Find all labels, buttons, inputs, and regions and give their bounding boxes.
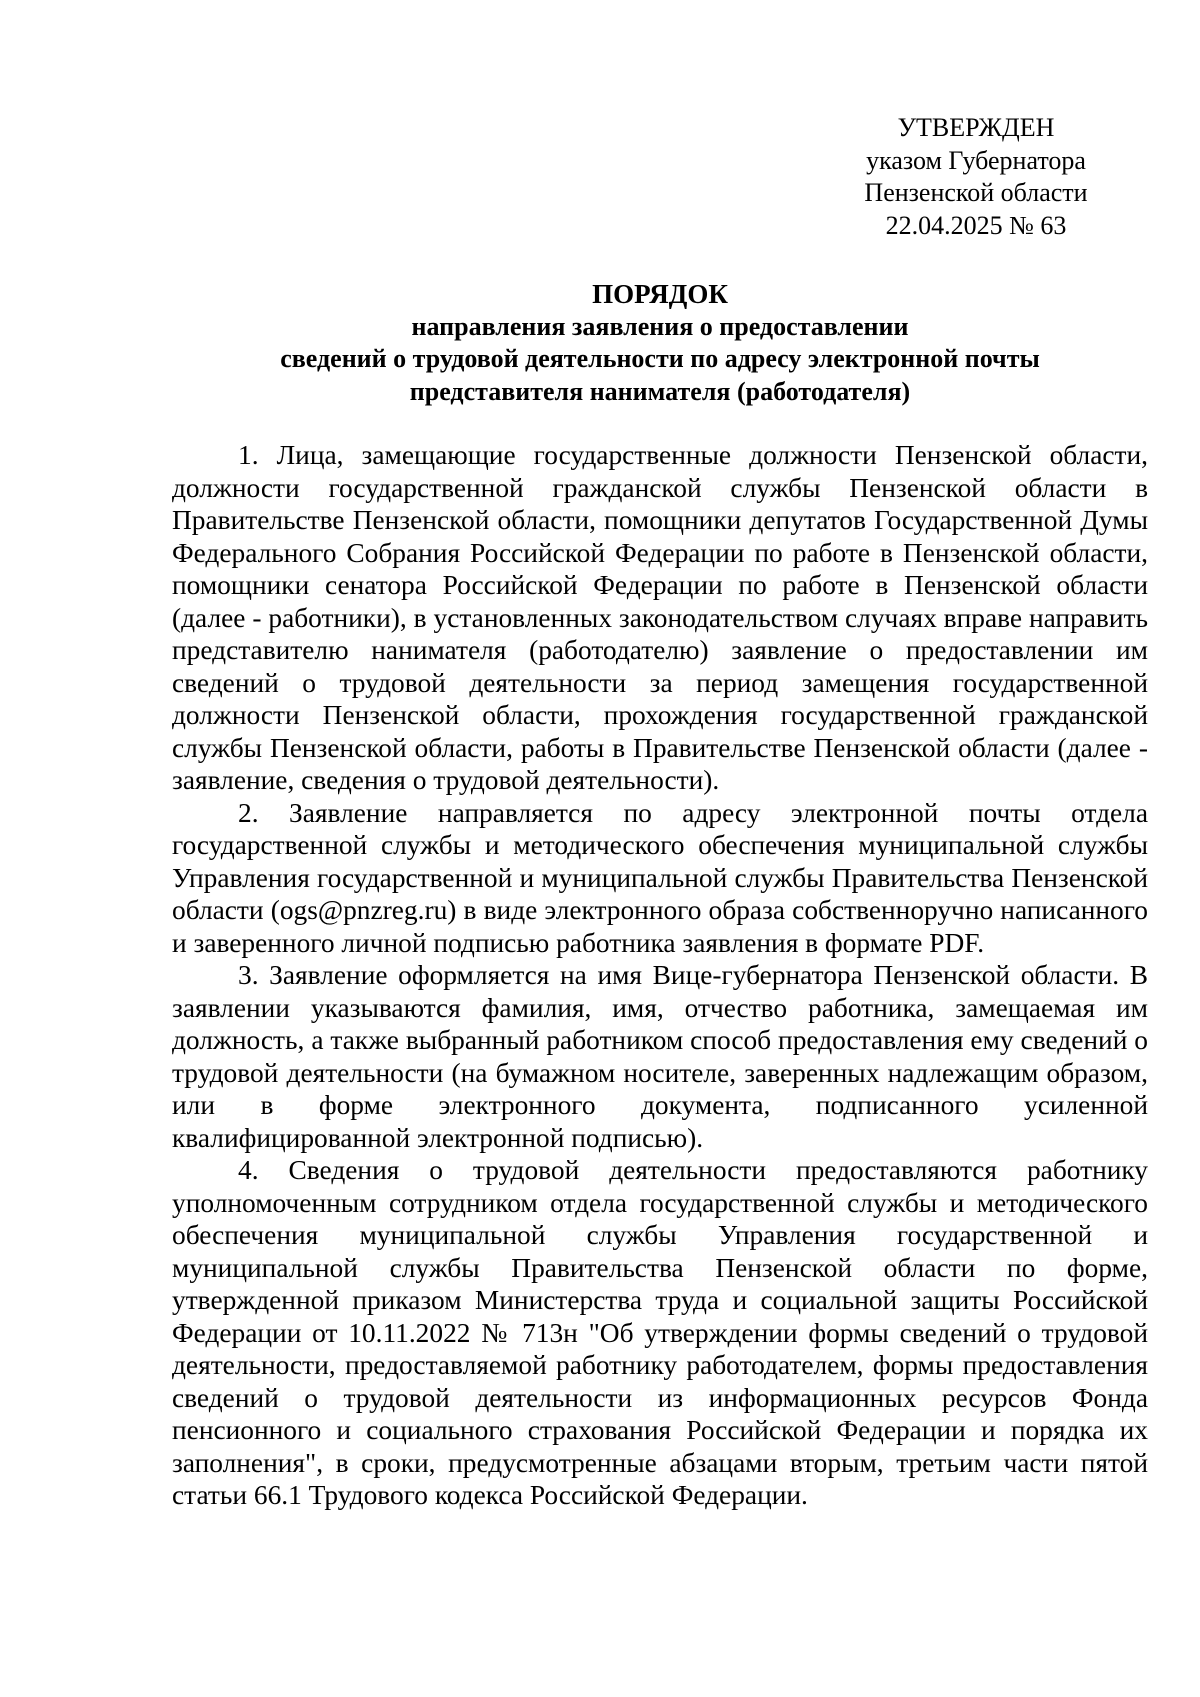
document-body bbox=[172, 439, 1148, 1512]
approval-stamp bbox=[836, 112, 1116, 242]
paragraph-3: 3. Заявление оформляется на имя Вице-губернатора Пензенской области. В заявлении указываются фамилия, имя, отчество работника, замещаемая им должность, а также выбранный работником способ предоставления ему сведений о трудовой деятельности (на бумажном носителе, заверенных надлежащим образом, или в форме электронного документа, подписанного усиленной квалифицированной электронной подписью). bbox=[172, 960, 1148, 1153]
paragraph-2: 2. Заявление направляется по адресу электронной почты отдела государственной службы и методического обеспечения муниципальной службы Управления государственной и муниципальной службы Правительства Пензенской области (ogs@pnzreg.ru) в виде электронного образа собственноручно написанного и заверенного личной подписью работника заявления в формате PDF. bbox=[172, 797, 1148, 958]
document-subtitle-line-2: сведений о трудовой деятельности по адресу электронной почты bbox=[280, 344, 1040, 373]
document-title-block bbox=[170, 278, 1150, 408]
document-subtitle-line-1: направления заявления о предоставлении bbox=[411, 311, 909, 341]
paragraph-1: 1. Лица, замещающие государственные должности Пензенской области, должности государственной гражданской службы Пензенской области в Правительстве Пензенской области, помощники депутатов Государственной Думы Федерального Собрания Российской Федерации по работе в Пензенской области, помощники сенатора Российской Федерации по работе в Пензенской области (далее - работники), в установленных законодательством случаях вправе направить представителю нанимателя (работодателю) заявление о предоставлении им сведений о трудовой деятельности за период замещения государственной должности Пензенской области, прохождения государственной гражданской службы Пензенской области, работы в Правительстве Пензенской области (далее - заявление, сведения о трудовой деятельности). bbox=[172, 440, 1148, 795]
paragraph-4: 4. Сведения о трудовой деятельности предоставляются работнику уполномоченным сотрудником отдела государственной службы и методического обеспечения муниципальной службы Управления государственной и муниципальной службы Правительства Пензенской области по форме, утвержденной приказом Министерства труда и социальной защиты Российской Федерации от 10.11.2022 № 713н "Об утверждении формы сведений о трудовой деятельности, предоставляемой работнику работодателем, формы предоставления сведений о трудовой деятельности из информационных ресурсов Фонда пенсионного и социального страхования Российской Федерации и порядка их заполнения", в сроки, предусмотренные абзацами вторым, третьим части пятой статьи 66.1 Трудового кодекса Российской Федерации. bbox=[172, 1155, 1148, 1510]
document-subtitle-line-3: представителя нанимателя (работодателя) bbox=[409, 376, 911, 406]
document-title: ПОРЯДОК bbox=[592, 279, 728, 309]
approval-date-number: 22.04.2025 № 63 bbox=[885, 210, 1067, 240]
approval-region: Пензенской области bbox=[864, 178, 1088, 207]
approval-authority: указом Губернатора bbox=[866, 145, 1086, 175]
approval-status: УТВЕРЖДЕН bbox=[897, 113, 1055, 142]
